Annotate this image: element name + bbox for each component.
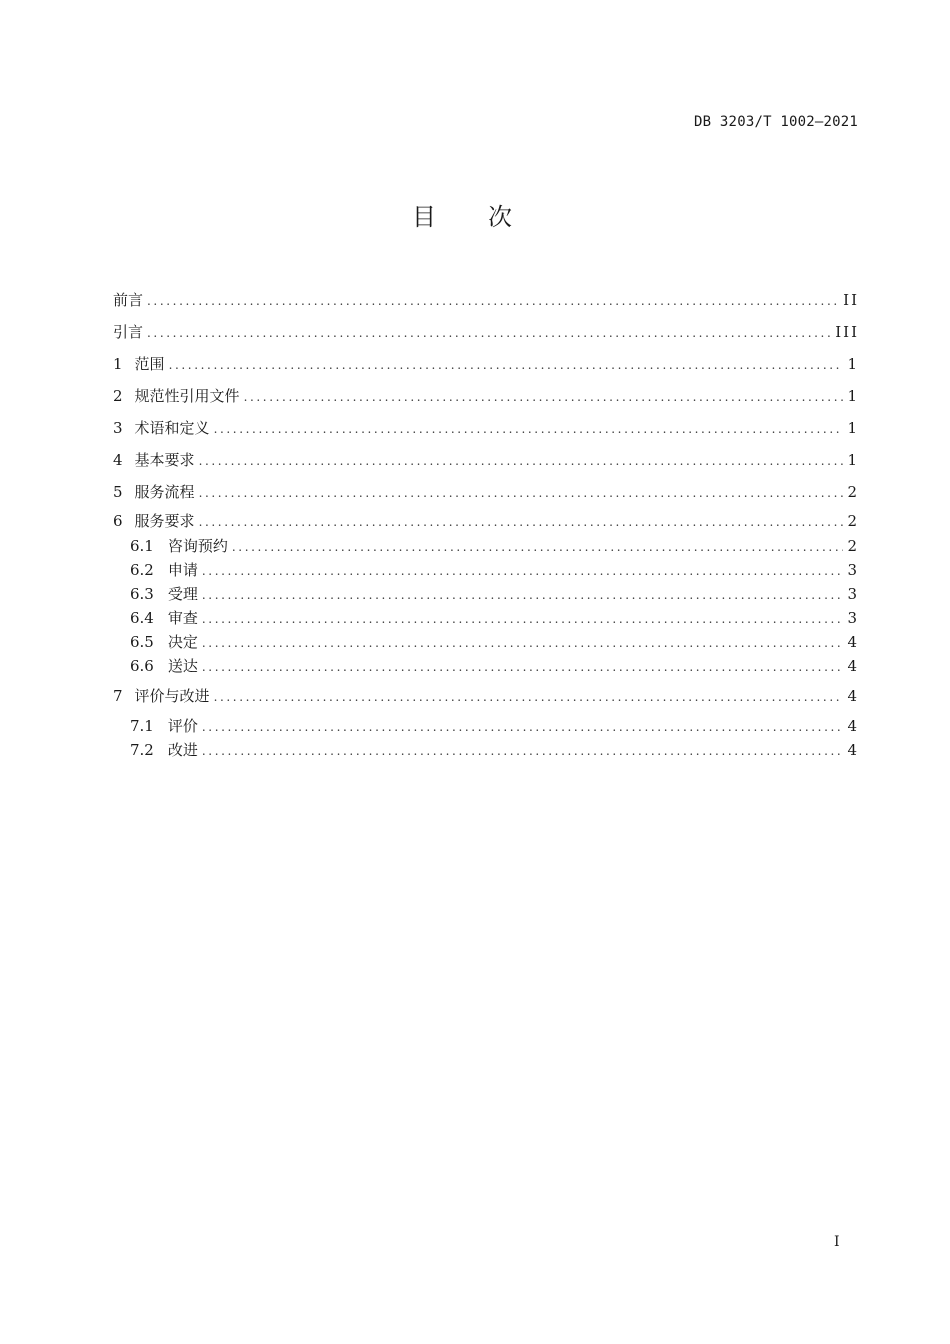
toc-entry-label: 改进 [167,741,198,759]
toc-entry-4[interactable] [113,444,859,476]
toc-entry-label: 受理 [167,585,198,603]
toc-entry-page: 1 [847,387,859,405]
toc-entry-1[interactable] [113,348,859,380]
toc-entry-number: 1 [113,355,123,373]
toc-entry-number: 7.2 [130,741,154,759]
toc-entry-page: 4 [847,717,859,735]
toc-entry-7[interactable] [113,678,859,714]
toc-entry-number: 5 [113,483,123,501]
toc-entry-label: 术语和定义 [134,419,210,437]
toc-dot-leader [202,607,844,631]
toc-dot-leader [202,559,844,583]
page-title: 目次 [412,203,564,231]
toc-entry-6[interactable] [113,508,859,534]
toc-entry-label: 咨询预约 [167,537,228,555]
toc-entry-label: 审查 [167,609,198,627]
toc-entry-number: 7.1 [130,717,154,735]
toc-dot-leader [214,413,844,445]
table-of-contents [113,284,859,762]
toc-entry-page: 4 [847,687,859,705]
toc-entry-7-2[interactable] [113,738,859,762]
toc-entry-label: 引言 [113,323,144,341]
toc-entry-label: 送达 [167,657,198,675]
toc-entry-page: 4 [847,741,859,759]
toc-entry-introduction[interactable] [113,316,859,348]
toc-dot-leader [244,381,844,413]
toc-entry-preface[interactable] [113,284,859,316]
toc-entry-number: 6.4 [130,609,154,627]
toc-entry-page: 3 [847,585,859,603]
toc-entry-6-6[interactable] [113,654,859,678]
toc-dot-leader [199,477,844,509]
toc-dot-leader [202,631,844,655]
toc-dot-leader [202,583,844,607]
toc-dot-leader [202,655,844,679]
toc-entry-number: 2 [113,387,123,405]
toc-entry-page: 1 [847,419,859,437]
toc-entry-label: 基本要求 [134,451,195,469]
document-code: DB 3203/T 1002—2021 [694,114,858,130]
toc-entry-page: 1 [847,451,859,469]
toc-entry-6-2[interactable] [113,558,859,582]
toc-entry-label: 评价 [167,717,198,735]
toc-dot-leader [199,445,844,477]
toc-entry-label: 前言 [113,291,144,309]
toc-dot-leader [147,285,839,317]
footer-page-number: I [834,1234,840,1250]
toc-entry-number: 3 [113,419,123,437]
toc-dot-leader [169,349,844,381]
toc-dot-leader [214,679,844,715]
toc-entry-page: 2 [847,512,859,530]
toc-entry-page: 3 [847,561,859,579]
toc-entry-number: 4 [113,451,123,469]
toc-entry-number: 6.5 [130,633,154,651]
toc-entry-page: 4 [847,633,859,651]
toc-entry-6-3[interactable] [113,582,859,606]
toc-entry-page: 2 [847,537,859,555]
toc-entry-7-1[interactable] [113,714,859,738]
toc-dot-leader [202,715,844,739]
toc-entry-number: 6.1 [130,537,154,555]
toc-entry-2[interactable] [113,380,859,412]
toc-entry-label: 服务要求 [134,512,195,530]
toc-entry-page: 3 [847,609,859,627]
toc-entry-label: 评价与改进 [134,687,210,705]
toc-entry-6-5[interactable] [113,630,859,654]
toc-entry-page: 1 [847,355,859,373]
toc-entry-label: 决定 [167,633,198,651]
toc-entry-page: III [835,323,859,341]
toc-entry-5[interactable] [113,476,859,508]
toc-dot-leader [202,739,844,763]
toc-entry-page: II [843,291,859,309]
toc-dot-leader [232,535,844,559]
toc-entry-6-1[interactable] [113,534,859,558]
toc-entry-label: 规范性引用文件 [134,387,240,405]
toc-entry-label: 申请 [167,561,198,579]
toc-entry-number: 6.3 [130,585,154,603]
toc-entry-number: 6.6 [130,657,154,675]
toc-entry-label: 范围 [134,355,165,373]
toc-entry-number: 6.2 [130,561,154,579]
toc-dot-leader [147,317,831,349]
toc-dot-leader [199,509,844,535]
toc-entry-number: 7 [113,687,123,705]
toc-entry-number: 6 [113,512,123,530]
toc-entry-page: 4 [847,657,859,675]
toc-entry-label: 服务流程 [134,483,195,501]
toc-entry-3[interactable] [113,412,859,444]
toc-entry-6-4[interactable] [113,606,859,630]
toc-entry-page: 2 [847,483,859,501]
